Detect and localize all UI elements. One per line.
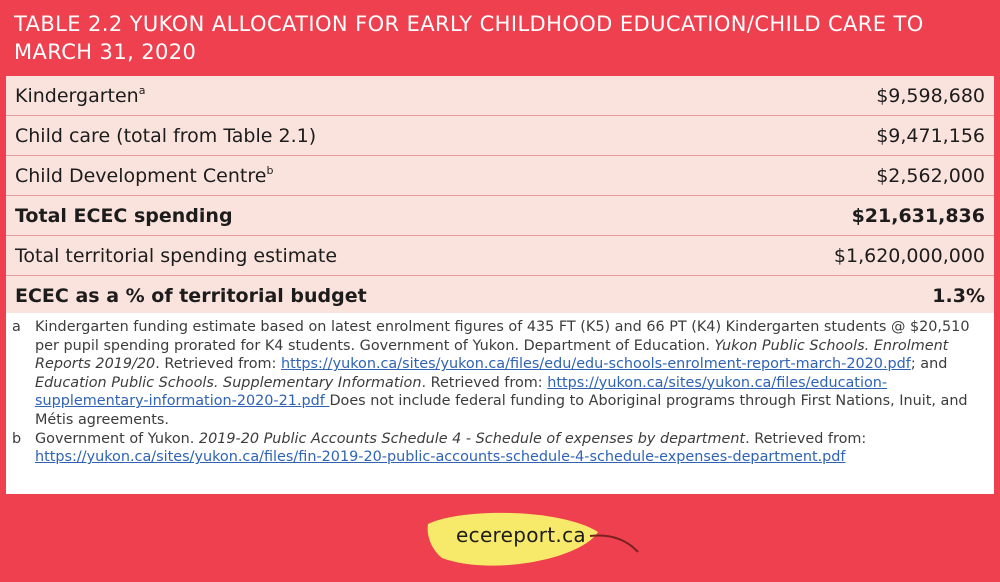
row-label: ECEC as a % of territorial budget: [15, 284, 367, 307]
row-value: 1.3%: [932, 284, 985, 307]
footnotes: [6, 313, 994, 494]
table-row-total-ecec: [6, 196, 994, 236]
link-public-accounts[interactable]: https://yukon.ca/sites/yukon.ca/files/fin-2019-20-public-accounts-schedule-4-schedule-expenses-department.pdf: [35, 449, 846, 466]
footnote-marker: a: [12, 319, 21, 335]
table-title: TABLE 2.2 YUKON ALLOCATION FOR EARLY CHILDHOOD EDUCATION/CHILD CARE TO MARCH 31, 2020: [14, 12, 924, 64]
footnote-ref-a: a: [138, 83, 146, 97]
link-enrolment-report[interactable]: https://yukon.ca/sites/yukon.ca/files/edu/edu-schools-enrolment-report-march-2020.pdf: [280, 356, 911, 373]
table-row-ecec-percent: [6, 276, 994, 315]
table-row-child-development-centre: [6, 156, 994, 196]
allocation-table: [6, 76, 994, 315]
row-label: Total ECEC spending: [15, 204, 233, 227]
table-row-territorial-spending: [6, 236, 994, 276]
footnote-a: a Kindergarten funding estimate based on latest enrolment figures of 435 FT (K5) and 66 PT (K4) Kindergarten students @ $20,510 per pupil spending prorated for K4 students. Government of Yukon. Department of Education. Yukon Public Schools. Enrolment Reports 2019/20. Retrieved from: https://yukon.ca/sites/yukon.ca/files/edu/edu-schools-enrolment-report-march-2020.pdf; and Education Public Schools. Supplementary Information. Retrieved from: https://yukon.ca/sites/yukon.ca/files/education-supplementary-information-2020-21.pdf Does not include federal funding to Aboriginal programs through First Nations, Inuit, and Métis agreements.: [12, 319, 970, 428]
footnote-ref-b: b: [266, 163, 274, 177]
row-label: Kindergarten$^a$: [15, 83, 146, 107]
row-label: Total territorial spending estimate: [15, 244, 338, 267]
row-value: $1,620,000,000: [833, 244, 985, 267]
ecereport-logo: [420, 510, 640, 572]
footnote-marker: b: [12, 430, 22, 447]
row-value: $21,631,836: [851, 204, 985, 227]
footnote-b: b Government of Yukon. 2019-20 Public Accounts Schedule 4 - Schedule of expenses by department. Retrieved from: https://yukon.ca/sites/yukon.ca/files/fin-2019-20-public-accounts-schedule-4-schedule-expenses-department.pdf: [12, 430, 867, 466]
link-supplementary-info[interactable]: https://yukon.ca/sites/yukon.ca/files/education-supplementary-information-2020-21.pdf: [35, 374, 888, 410]
row-label: Child Development Centre$^b$: [15, 163, 274, 187]
table-row-child-care: [6, 116, 994, 156]
row-value: $9,471,156: [876, 124, 985, 147]
row-value: $9,598,680: [876, 84, 985, 107]
row-label: Child care (total from Table 2.1): [15, 124, 317, 147]
brand-text: ecereport.ca: [456, 523, 586, 547]
row-value: $2,562,000: [876, 164, 985, 187]
table-row-kindergarten: [6, 76, 994, 116]
